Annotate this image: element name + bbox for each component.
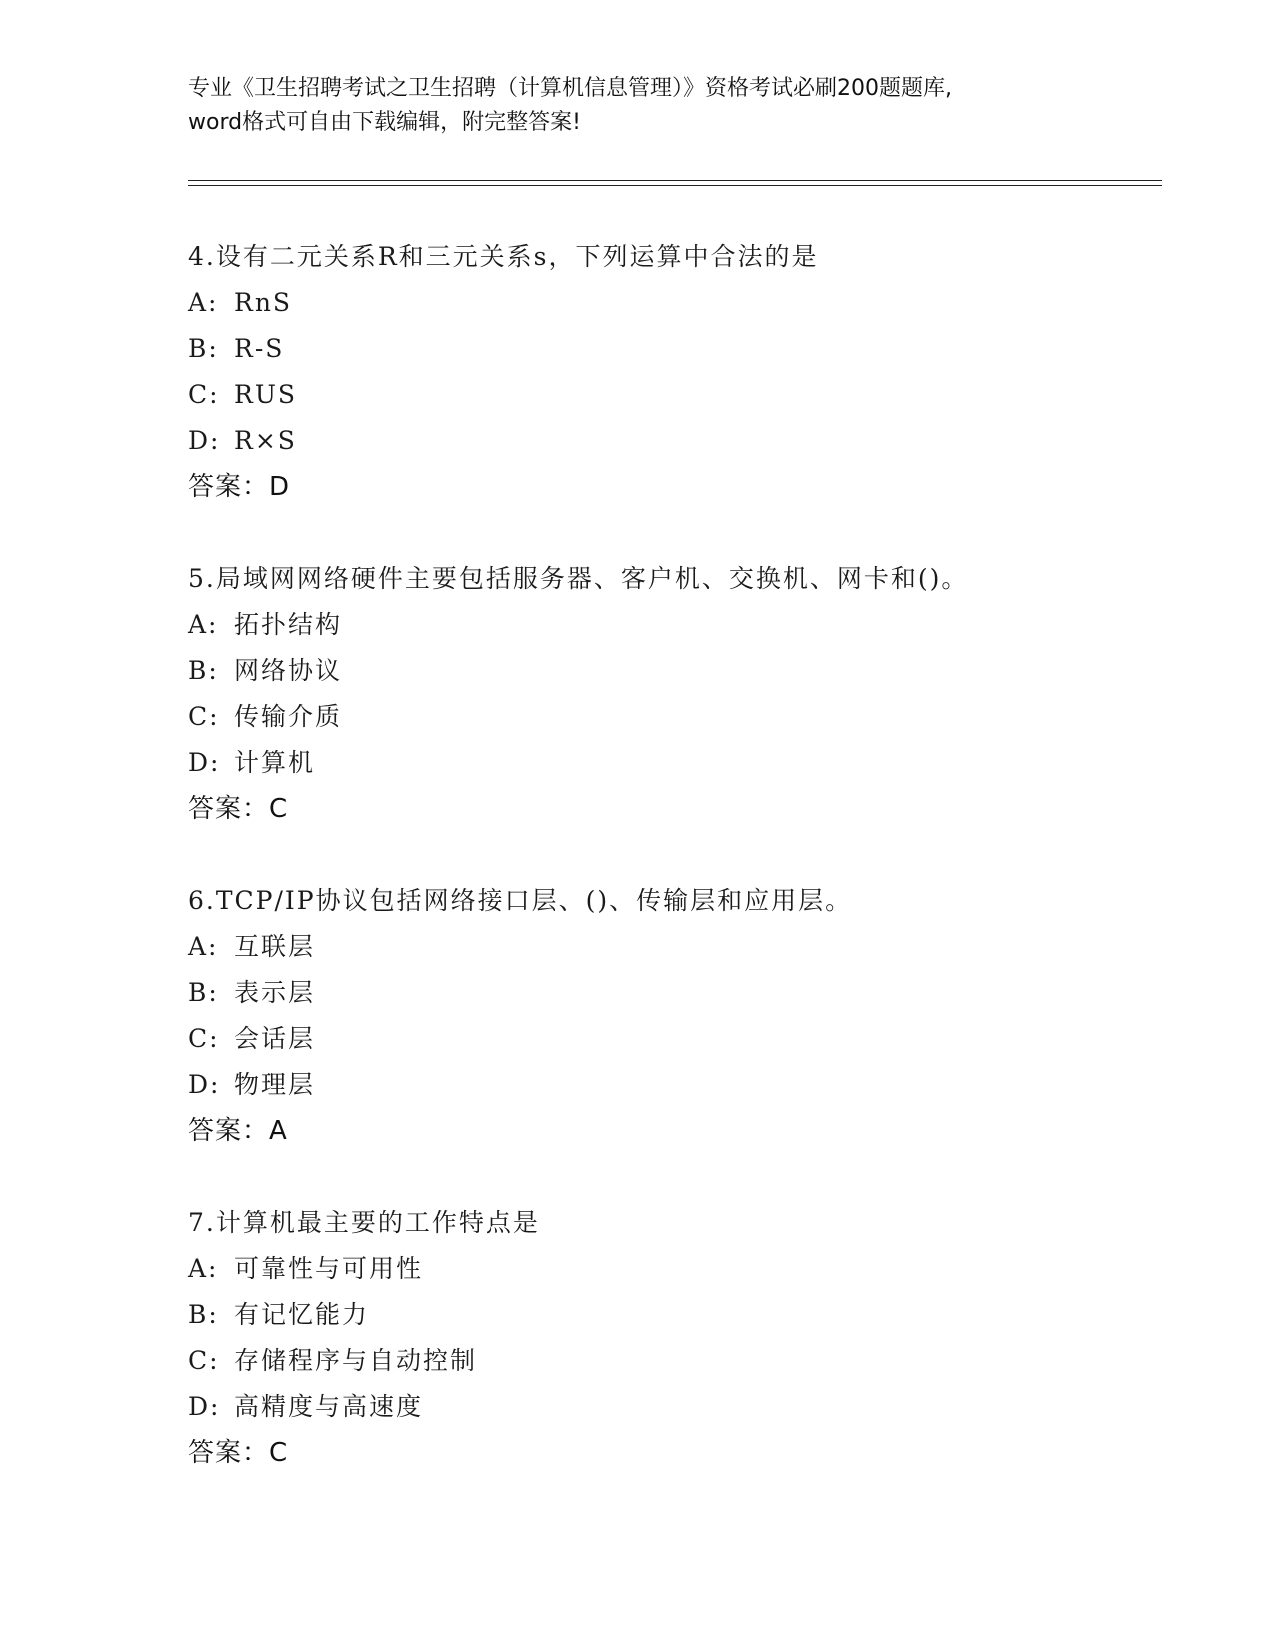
option-b (188, 970, 1138, 1016)
option-letter: A: (188, 288, 219, 317)
header-line-2: word格式可自由下载编辑，附完整答案! (188, 110, 581, 135)
question-title: 5.局域网网络硬件主要包括服务器、客户机、交换机、网卡和()。 (188, 564, 969, 593)
option-text: RUS (234, 380, 298, 409)
option-a (188, 602, 1138, 648)
option-text: 表示层 (234, 978, 316, 1007)
option-text: R×S (234, 426, 297, 455)
option-letter: D: (188, 426, 221, 455)
option-text: 拓扑结构 (234, 610, 343, 639)
option-a (188, 924, 1138, 970)
question-block (188, 1200, 1138, 1476)
option-letter: D: (188, 1070, 221, 1099)
option-letter: B: (188, 978, 219, 1007)
option-d (188, 1384, 1138, 1430)
answer-line: 答案：C (188, 794, 289, 824)
option-d (188, 1062, 1138, 1108)
option-c (188, 1016, 1138, 1062)
option-d (188, 418, 1138, 464)
option-a (188, 280, 1138, 326)
option-c (188, 694, 1138, 740)
option-b (188, 648, 1138, 694)
answer-line: 答案：D (188, 472, 291, 502)
answer-line: 答案：A (188, 1116, 288, 1146)
option-text: 互联层 (234, 932, 316, 961)
option-text: 传输介质 (234, 702, 343, 731)
answer-line: 答案：C (188, 1438, 289, 1468)
option-text: 计算机 (234, 748, 316, 777)
option-text: 物理层 (234, 1070, 316, 1099)
option-c (188, 1338, 1138, 1384)
option-letter: B: (188, 656, 219, 685)
option-d (188, 740, 1138, 786)
header-divider-bottom (188, 185, 1162, 186)
document-header (188, 72, 1088, 140)
option-letter: C: (188, 1024, 220, 1053)
question-title: 7.计算机最主要的工作特点是 (188, 1208, 540, 1237)
option-text: 可靠性与可用性 (234, 1254, 424, 1283)
header-divider-top (188, 180, 1162, 181)
option-letter: D: (188, 1392, 221, 1421)
option-b (188, 326, 1138, 372)
option-letter: C: (188, 380, 220, 409)
option-letter: C: (188, 702, 220, 731)
question-block (188, 556, 1138, 832)
option-letter: A: (188, 610, 219, 639)
option-letter: B: (188, 1300, 219, 1329)
option-text: 会话层 (234, 1024, 316, 1053)
option-text: 存储程序与自动控制 (234, 1346, 478, 1375)
question-block (188, 878, 1138, 1154)
option-a (188, 1246, 1138, 1292)
header-line-1: 专业《卫生招聘考试之卫生招聘（计算机信息管理）》资格考试必刷200题题库, (188, 76, 952, 101)
option-b (188, 1292, 1138, 1338)
option-letter: B: (188, 334, 219, 363)
question-block (188, 234, 1138, 510)
question-title: 4.设有二元关系R和三元关系s，下列运算中合法的是 (188, 242, 819, 271)
question-title: 6.TCP/IP协议包括网络接口层、()、传输层和应用层。 (188, 886, 853, 915)
option-letter: A: (188, 932, 219, 961)
option-text: 高精度与高速度 (234, 1392, 424, 1421)
option-text: 网络协议 (234, 656, 343, 685)
option-text: R-S (234, 334, 285, 363)
option-text: RnS (234, 288, 293, 317)
option-c (188, 372, 1138, 418)
option-letter: C: (188, 1346, 220, 1375)
option-letter: A: (188, 1254, 219, 1283)
option-letter: D: (188, 748, 221, 777)
option-text: 有记忆能力 (234, 1300, 370, 1329)
